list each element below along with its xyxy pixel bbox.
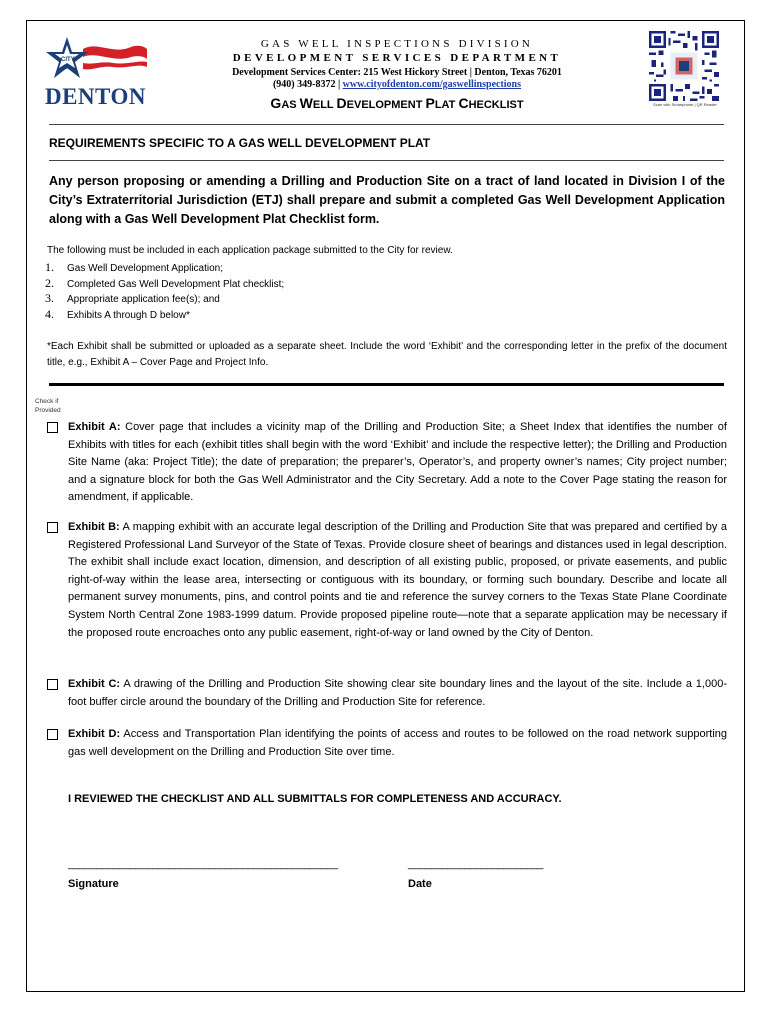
section-heading: REQUIREMENTS SPECIFIC TO A GAS WELL DEVELOPMENT PLAT xyxy=(49,136,431,150)
list-item: 1. Gas Well Development Application; xyxy=(45,260,224,274)
qr-code-icon[interactable] xyxy=(649,31,719,101)
exhibit-b-checkbox[interactable] xyxy=(47,522,58,533)
exhibit-c-label: Exhibit C: xyxy=(68,678,121,690)
list-item: 4. Exhibits A through D below* xyxy=(45,306,190,321)
date-label: Date xyxy=(408,878,432,890)
list-item: 2. Completed Gas Well Development Plat checklist; xyxy=(45,275,285,290)
thick-divider xyxy=(49,383,724,386)
header-divider xyxy=(49,124,724,125)
document-title: GAS WELL DEVELOPMENT PLAT CHECKLIST xyxy=(270,95,524,111)
star-flag-icon xyxy=(35,35,149,87)
section-divider xyxy=(49,160,724,161)
exhibit-b-text: A mapping exhibit with an accurate legal description of the Drilling and Production Site that was prepared and certified by a Registered Professional Land Surveyor of the State of Texas. Provide closure sheet of bearings and distances used in legal description. The exhibit shall include exact location, dimension, and description of all existing public, proposed, or private easements, and public right-of-way within the lease area, intersecting or contiguous with its boundary, or forming such boundary. Describe and locate all permanent survey monuments, pins, and control points and tie and reference the survey corners to the Texas State Plane Coordinate System North Central Zone 1983-1999 datum. Provide proposed pipeline route—note that a separate application may be necessary if the proposed route encroaches onto any public easement, right-of-way or land owned by the City of Denton. xyxy=(68,521,727,639)
exhibit-d-checkbox[interactable] xyxy=(47,729,58,740)
qr-caption: Scan with Smartphone | QR Reader xyxy=(653,102,717,107)
requirements-list xyxy=(45,260,284,322)
signature-label: Signature xyxy=(68,878,119,890)
signature-field[interactable]: ________________________________________________ xyxy=(68,858,338,870)
logo-denton-text: DENTON xyxy=(45,84,146,109)
phone-number: (940) 349-8372 | xyxy=(272,79,343,90)
contact-line xyxy=(177,79,617,90)
requirements-intro: The following must be included in each application package submitted to the City for review. xyxy=(47,245,453,256)
exhibit-note: *Each Exhibit shall be submitted or uploaded as a separate sheet. Include the word ‘Exhibit’ and the corresponding letter in the prefix of the document title, e.g., Exhibit A – Cover Page and Project Info. xyxy=(47,341,727,368)
check-if-provided-label: Check if Provided xyxy=(35,398,61,414)
logo-of-text: OF xyxy=(64,65,71,71)
exhibit-d-item xyxy=(47,726,727,761)
city-of-denton-logo xyxy=(35,35,149,109)
exhibit-a-label: Exhibit A: xyxy=(68,421,121,433)
exhibit-b-item xyxy=(47,519,727,642)
department-name: DEVELOPMENT SERVICES DEPARTMENT xyxy=(232,52,562,64)
exhibit-d-text: Access and Transportation Plan identifying the points of access and routes to be followed on the road network supporting gas well development on the Drilling and Production Site over time. xyxy=(68,728,727,758)
website-link[interactable]: www.cityofdenton.com/gaswellinspections xyxy=(342,79,522,90)
exhibit-d-label: Exhibit D: xyxy=(68,728,121,740)
date-field[interactable]: ________________________ xyxy=(408,858,543,870)
review-statement: I REVIEWED THE CHECKLIST AND ALL SUBMITTALS FOR COMPLETENESS AND ACCURACY. xyxy=(68,793,562,805)
exhibit-c-text: A drawing of the Drilling and Production Site showing clear site boundary lines and the layout of the site. Include a 1,000-foot buffer circle around the boundary of the Drilling and Production Site for reference. xyxy=(68,678,727,708)
address-line: Development Services Center: 215 West Hickory Street | Denton, Texas 76201 xyxy=(232,67,562,78)
list-item: 3. Appropriate application fee(s); and xyxy=(45,291,220,305)
exhibit-c-checkbox[interactable] xyxy=(47,679,58,690)
exhibit-a-checkbox[interactable] xyxy=(47,422,58,433)
exhibit-b-label: Exhibit B: xyxy=(68,521,120,533)
intro-statement: Any person proposing or amending a Drilling and Production Site on a tract of land located in Division I of the City’s Extraterritorial Jurisdiction (ETJ) shall prepare and submit a completed Gas Well Development Application along with a Gas Well Development Plat Checklist form. xyxy=(49,174,725,226)
logo-city-text: CITY xyxy=(61,57,75,63)
checklist-page xyxy=(26,20,745,992)
exhibit-a-item xyxy=(47,419,727,507)
exhibit-a-text: Cover page that includes a vicinity map of the Drilling and Production Site; a Sheet Index that identifies the number of Exhibits with titles for each (exhibit titles shall begin with the word ‘Exhibit’ and include the respective letter); the Drilling and Production Site Name (aka: Project Title); the date of preparation; the preparer’s, Operator’s, and property owner’s names; City project number; and a signature block for both the Gas Well Administrator and the City Secretary. Add a note to the Cover Page stating the reason for amendment, if applicable. xyxy=(68,421,727,504)
exhibit-c-item xyxy=(47,676,727,711)
division-name: GAS WELL INSPECTIONS DIVISION xyxy=(260,38,534,50)
